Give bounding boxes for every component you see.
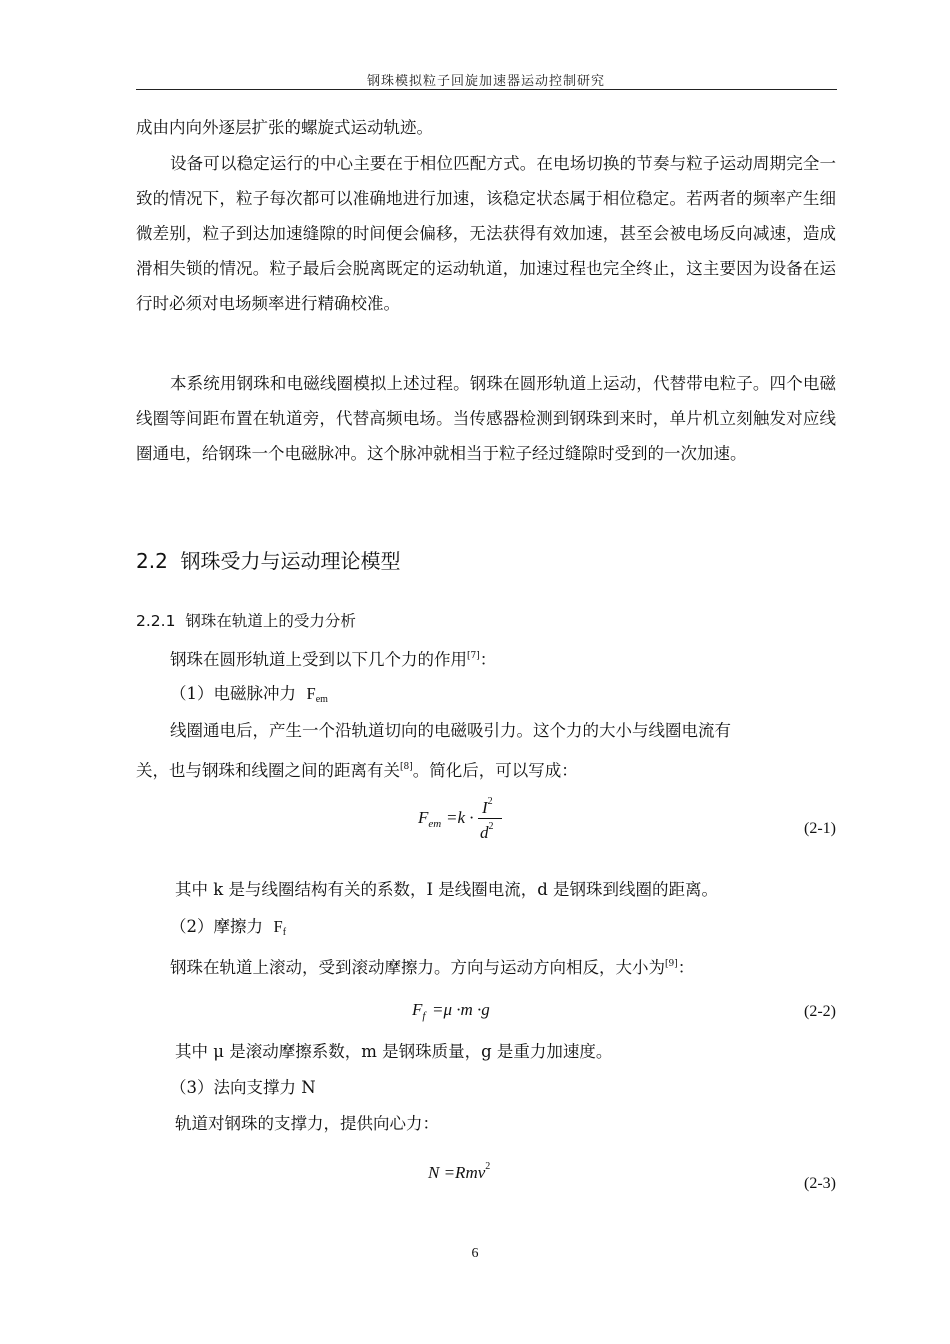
force2-desc: 钢珠在轨道上滚动，受到滚动摩擦力。方向与运动方向相反，大小为[9]：	[170, 958, 695, 977]
subsection-heading	[136, 609, 356, 631]
header-rule	[136, 89, 837, 90]
force2-explain: 其中 μ 是滚动摩擦系数，m 是钢珠质量，g 是重力加速度。	[175, 1042, 613, 1061]
force2-label: （2）摩擦力 $F_f$	[170, 917, 287, 938]
section-title: 钢珠受力与运动理论模型	[180, 549, 401, 573]
equation-number: (2-2)	[804, 1003, 836, 1020]
citation-7: [7]	[467, 651, 480, 661]
paragraph-phase-stability: 设备可以稳定运行的中心主要在于相位匹配方式。在电场切换的节奏与粒子运动周期完全一致的情况下，粒子每次都可以准确地进行加速，该稳定状态属于相位稳定。若两者的频率产生细微差别，粒子到达加速缝隙的时间便会偏移，无法获得有效加速，甚至会被电场反向减速，造成滑相失锁的情况。粒子最后会脱离既定的运动轨道，加速过程也完全终止，这主要因为设备在运行时必须对电场频率进行精确校准。	[136, 154, 836, 313]
paragraph-system-model: 本系统用钢珠和电磁线圈模拟上述过程。钢珠在圆形轨道上运动，代替带电粒子。四个电磁线圈等间距布置在轨道旁，代替高频电场。当传感器检测到钢珠到来时，单片机立刻触发对应线圈通电，给钢珠一个电磁脉冲。这个脉冲就相当于粒子经过缝隙时受到的一次加速。	[136, 374, 836, 463]
forces-intro: 钢珠在圆形轨道上受到以下几个力的作用[7]：	[170, 650, 497, 669]
paragraph-continuation: 成由内向外逐层扩张的螺旋式运动轨迹。	[136, 118, 433, 137]
force1-desc-line1: 线圈通电后，产生一个沿轨道切向的电磁吸引力。这个力的大小与线圈电流有	[170, 721, 731, 740]
subsection-title: 钢珠在轨道上的受力分析	[185, 612, 356, 630]
fraction-bar	[478, 818, 502, 819]
subsection-number: 2.2.1	[136, 612, 176, 630]
equation-number: (2-3)	[804, 1175, 836, 1192]
force1-desc-line2: 关，也与钢珠和线圈之间的距离有关[8]。简化后，可以写成：	[136, 761, 578, 780]
page-number: 6	[471, 1246, 479, 1261]
force3-label: （3）法向支撑力 N	[170, 1078, 316, 1097]
equation-number: (2-1)	[804, 820, 836, 837]
citation-9: [9]	[665, 959, 678, 969]
section-heading	[136, 545, 401, 574]
section-number: 2.2	[136, 549, 168, 573]
force3-desc: 轨道对钢珠的支撑力，提供向心力：	[175, 1114, 439, 1133]
citation-8: [8]	[400, 762, 413, 772]
running-header: 钢珠模拟粒子回旋加速器运动控制研究	[366, 74, 605, 89]
force1-explain: 其中 k 是与线圈结构有关的系数，I 是线圈电流，d 是钢珠到线圈的距离。	[175, 880, 719, 899]
force1-label: （1）电磁脉冲力 $F_{em}$	[170, 684, 328, 705]
